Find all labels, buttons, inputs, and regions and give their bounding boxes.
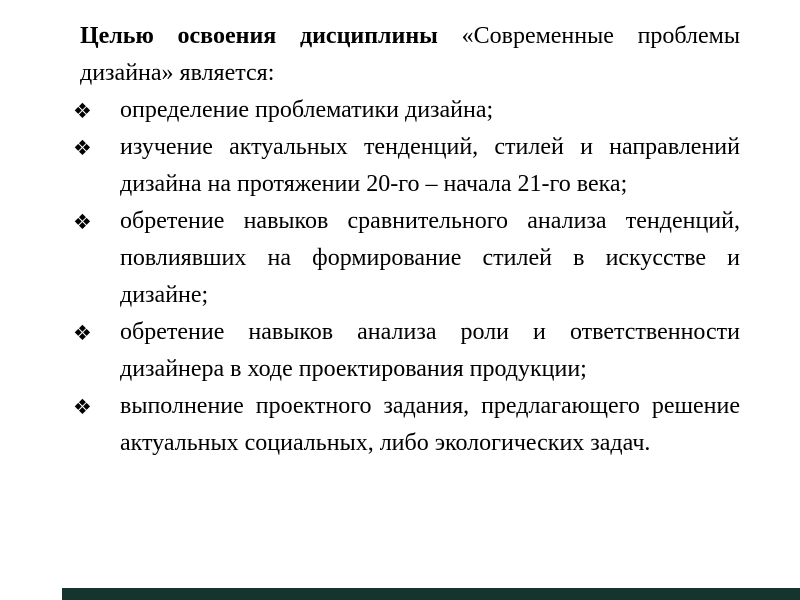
diamond-bullet-icon: ❖: [73, 99, 92, 123]
diamond-bullet-icon: ❖: [73, 321, 92, 345]
list-item: [73, 203, 740, 314]
list-item-text: определение проблематики дизайна;: [120, 97, 494, 123]
list-item: [73, 388, 740, 462]
slide-content: [73, 18, 740, 462]
list-item: [73, 92, 740, 129]
list-item-text: обретение навыков анализа роли и ответственности дизайнера в ходе проектирования продукции;: [120, 319, 740, 382]
heading-bold-text: Целью освоения дисциплины: [80, 23, 438, 49]
goals-list: [73, 92, 740, 462]
diamond-bullet-icon: ❖: [73, 136, 92, 160]
slide-heading: [80, 18, 740, 92]
list-item-text: обретение навыков сравнительного анализа тенденций, повлиявших на формирование стилей в искусстве и дизайне;: [120, 208, 740, 308]
list-item-text: изучение актуальных тенденций, стилей и направлений дизайна на протяжении 20-го – начала 21-го века;: [120, 134, 740, 197]
list-item: [73, 129, 740, 203]
heading-regular-text: «Современные проблемы дизайна» является:: [80, 23, 740, 86]
bottom-accent-bar: [62, 588, 800, 600]
list-item-text: выполнение проектного задания, предлагающего решение актуальных социальных, либо экологических задач.: [120, 393, 740, 456]
list-item: [73, 314, 740, 388]
diamond-bullet-icon: ❖: [73, 210, 92, 234]
diamond-bullet-icon: ❖: [73, 395, 92, 419]
